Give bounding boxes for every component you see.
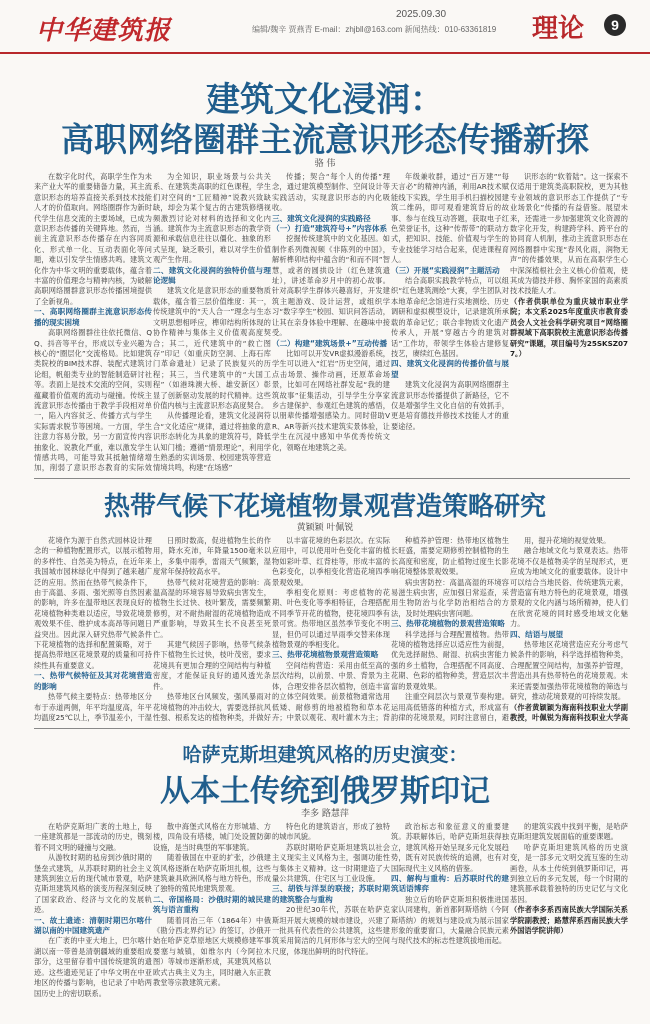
article3-column-1 — [34, 822, 152, 1018]
issue-date: 2025.09.30 — [396, 9, 447, 20]
paragraph: 挖掘传统建筑中的文化基因。如制作系列微视频《非陈列的中国》，解析榫卯结构中蕴含的“和而不同”智慧，或者的圆拱设计（红色建筑遗址），讲述革命岁月中的初心故事。针对高职学生群体兴趣喜好，开发建筑主题游戏、设计运营，或组织学习“数字孪生”校园、知识问答活动，让其在亲身体验中理解、在趣味中接受。 — [272, 234, 390, 338]
article3-column-3 — [272, 822, 390, 1018]
paragraph: 热带气候对花境营造的影响：高温高湿的环境容易导致病虫害发生，植物生长过快、枝叶繁茂，需要频繁修剪，对不耐热耐湿的花境植物造成严重影响，导致其生长不良甚至死亡。 — [153, 577, 271, 639]
subheading: （三）开展“实践浸润”主题活动 — [391, 265, 500, 275]
article1-column-2 — [153, 172, 271, 472]
paragraph: 空间结构营造：采用由低至高的层次结构，以前景、中景、背景为主体，合理安排各层次植物，创造丰富的立体空间效果。前景植物通常选用低矮、耐修剪的地被植物和草本花卉；中景以观花、观叶灌木为主；背 — [272, 660, 390, 722]
paragraph: 热带气候主要特点：热带地区分布于赤道两侧，年平均温度高，年平均温度25℃以上，季节温差小，干湿 — [34, 692, 152, 722]
article2-column-3 — [272, 536, 390, 722]
article1-column-4 — [391, 172, 509, 472]
paragraph: 特色化的建筑语言，形成了独特的城市风貌。 — [272, 822, 390, 842]
subheading: 二、帝国格局：沙俄时期的城民建筑与语言重构 — [153, 894, 271, 915]
paragraph: 的建筑实践中找到平衡，是哈萨克斯坦建筑发展面临的重要课题。 — [510, 822, 628, 842]
page-number-badge: 9 — [604, 14, 626, 36]
article-divider — [34, 728, 630, 729]
masthead — [0, 0, 650, 54]
subheading: 三、胡铁与洋泵的联接；苏联时期的建筑整合与重构 — [272, 884, 390, 904]
author-note: （作者李多系西南民族大学国际关系学院副教授；路慧萍系西南民族大学外国语学院讲师） — [510, 905, 628, 936]
paragraph: 季相变化原则：考虑植物的花期、叶色变化等季相特征，合理搭配不同季节开花的植物，使花境四季有景可赏。热带地区虽然季节变化不明显，但仍可以通过旱雨季交替来体现植物景观的季相变化。 — [272, 588, 390, 650]
author-note: （作者黄颖颖为海南科技职业大学副教授，叶佩锐为海南科技职业大学高 — [510, 702, 628, 722]
paragraph: 注重空间层次与景观节奏构建。运用高低错落的种植方式，形成富有韵律的花境景观，同时注意留白，避 — [391, 692, 509, 722]
subheading: （一）打造“建筑符号+”内容体系 — [272, 224, 388, 234]
paragraph: 结合高职实践教学特点，可以组织“红色建筑测绘”大赛，学生团队对本地革命纪念馆进行实地测绘、历史调研和虚拟模型设计，记录建筑所承载的革命记忆；联合非物质文化遗产传承人，开展“穿越古今的建筑对话”工作坊，带领学生体验古建修复技艺，赓续红色基因。 — [391, 276, 509, 358]
paragraph: 其建气候因子影响，热带气候条件下植物生长过快，枝叶茂密，要求花境具有更加合理的空间结构与种植密度，才能保证良好的通风透光条件。 — [153, 640, 271, 691]
paragraph: 建筑文化浸润为高职网络圈群主流意识形态传播提供了新路径，它不仅是增强学生文化自信的有效抓手，更是培育德技并修技术技能人才的重要途径。 — [391, 380, 509, 431]
article2-column-1 — [34, 536, 152, 722]
paragraph: 政治标志和象征意义的重要建筑。苏联解体后，哈萨克斯坦获得独立，建筑风格开始呈现多元化发展趋势，既有对民族传统的追溯，也有对国际现代主义风格的借鉴。 — [391, 822, 509, 873]
paragraph: 哈萨克斯坦建筑风格的历史演变，是一部多元文明交流互鉴的生动画卷，从本土传统到俄罗斯印记，再到独立后的多元发展，每一个时期的建筑都承载着独特的历史记忆与文化基因。 — [510, 842, 628, 904]
article1-column-3 — [272, 172, 390, 472]
subheading: 四、建筑文化浸润的传播价值与展望 — [391, 359, 509, 379]
article3-column-5 — [510, 822, 628, 1018]
paragraph: 识形态的“软着陆”。这一探索不仅适用于建筑类高职院校，更为其他专业领域的意识形态工作提供了“专业场景化”传播的有益借鉴。展望未来，还需进一步加强建筑文化资源的数字化开发，构建跨学科、跨平台的协同育人机制，推动主流意识形态在网络圈群中实现“春风化雨，润物无声”的传播效果，从而在高职学生心中深深植根社会主义核心价值观，使其成为德技并修、胸怀家国的高素质技术技能人才。 — [510, 172, 628, 296]
paragraph: 热带地区花境营造应充分考虑气候条件的影响，科学选择植物种类，合理配置空间结构，加强养护管理，营造出具有热带特色的花境景观。未来还需要加强热带花境植物的筛选与研究，推动花境景观的可持续发展。 — [510, 640, 628, 702]
subheading: 三、热带花境植物的景观营造策略 — [391, 619, 505, 629]
article3-byline: 李多 路慧萍 — [301, 809, 349, 819]
paragraph: 从游牧时期的毡房到沙俄时期的堡垒式建筑，从苏联时期的社会主义建筑到独立后的现代城市景观，哈萨克斯坦建筑风格的演变历程深刻反映了国家政治、经济与文化的发展轨迹。 — [34, 853, 152, 915]
paragraph: 病虫害防控：高温高湿的环境容易滋生病虫害，应加强日常巡查，采用生物防治与化学防治相结合的方法，及时处理病虫害问题。 — [391, 577, 509, 618]
subheading: （二）构建“建筑场景+”互动传播 — [272, 338, 388, 348]
paragraph: 20世纪30年代，苏联在哈萨克斯坦开展大规模的城市建设，兴建了一批具有代表性的公共建筑，这些建筑采用简洁的几何形体与宏大的空间尺度，体现出鲜明的时代特征。 — [272, 905, 390, 956]
article1-column-1 — [34, 172, 152, 472]
paragraph: 苏联时期哈萨克斯坦建筑以社会主义现实主义风格为主，强调功能性与集体主义精神。这一时期建造了大量公共建筑、住宅区与工业设施。 — [272, 842, 390, 884]
section-title: 理论 — [532, 14, 585, 44]
subheading: 一、故土遗迹：清朝时期巴尔喀什湖以南的中国建筑遗产 — [34, 915, 152, 936]
paragraph: 热带地区台风频发，强风暴雨对花境植物的冲击较大，需要选择抗风性强、根系发达的植物种类，并做好 — [153, 692, 271, 722]
article3-headline-line2: 从本土传统到俄罗斯印记 — [160, 774, 490, 809]
article2-column-2 — [153, 536, 271, 722]
article1-headline-line1: 建筑文化浸润： — [206, 80, 444, 120]
paragraph: 散中海堡式风格在方形城墙、方楼，四角设有塔楼，城门处设置防御设施，是当时典型的军事建筑。 — [153, 822, 271, 852]
paragraph: 以丰富花境的色彩层次。在实际应用中，可以使用叶色变化丰富的植物如彩叶草、红背桂等，形成丰富的色彩变化，以季相变化营造花境四季景观效果。 — [272, 536, 390, 587]
paragraph: 随着俄国在中亚的扩张，沙俄建筑风格逐渐在哈萨克斯坦扎根，这些建筑兼具欧洲风格与地方特色，形成了独特的殖民地建筑景观。 — [153, 853, 271, 894]
paragraph: 融合地域文化与景观表达。热带花境不仅是植物美学的呈现形式，更应成为地域文化的重要载体。设计中可以结合当地民俗、传统建筑元素，营造富有地方特色的花境景观，增强景观的文化内涵与场所精神，使人们在欣赏花境的同时感受地域文化魅力。 — [510, 546, 628, 629]
paragraph: 传播；契合“每个人的传播”理念，通过建筑模型制作、空间设计等实践活动，实现意识形态的内化吸收。 — [272, 172, 390, 213]
subheading: 一、高职网络圈群主流意识形态传播的现实困境 — [34, 307, 152, 327]
paragraph: 在数字化时代，高职学生作为未来产业大军的重要储备力量，其主流意识形态的培养直接关系到技术技能人才的价值取向。网络圈群作为新时代学生信息交流的主要场域，已成为意识形态传播的关键阵地。然而，当前主流意识形态传播存在内容同质化、形式单一化、互动表面化等问题，难以引发学生情感共鸣。建筑文化作为中华文明的重要载体，蕴含着丰富的价值理念与精神内核，为破解高职网络圈群意识形态传播困境提供了全新视角。 — [34, 172, 152, 306]
paragraph: 随着同治三年（1864年）中俄《勘分西北界约记》的签订，沙俄开始在哈萨克草原地区大规模修建军事要塞与城镇，如维尔内（今阿拉木图）等城市逐渐形成，其建筑风格以欧式古典主义为主，同时融入东正教教堂等宗教建筑元素。 — [153, 915, 271, 988]
editors-line: 编辑/魏辛 贾燕青 E-mail：zhjbll@163.com 新闻热线：010-63361819 — [252, 25, 497, 34]
article2-byline: 黄颖颖 叶佩锐 — [296, 523, 354, 533]
subheading: 四、结语与展望 — [510, 629, 564, 639]
article2-headline: 热带气候下花境植物景观营造策略研究 — [103, 492, 546, 522]
paragraph: 日照时数高，促进植物生长的作用，降水充沛，年降量1500毫米以上，多集中雨季，雷雨天气频繁，湿度常年保持较高水平。 — [153, 536, 271, 577]
author-note: （作者供职单位为重庆城市职业学院；本文系2025年度重庆市教育委员会人文社会科学研究项目“网络圈群视域下高职院校主流意识形态传播研究”课题，项目编号为25SKSZ077。） — [510, 296, 628, 358]
paragraph: 为全知识，职业场景与公共关系、在建筑类高职的红色课程，学生们对空间的“工匠精神”说教兴致缺缺，却会为某个复古的古建筑修缮视频激烈讨论对材料的选择和文化内涵。建筑作为主流意识形态的教学资源和承载信息往往以僵化、抽象的形式呈现，缺乏吸引，难以对学生价值观产生作用。 — [153, 172, 271, 265]
paragraph: 花境作为源于自然式园林设计理念的一种植物配置形式，以展示植物的多样性、自然美为特点，在近年来我国城市园林绿化中得到了越来越广泛的应用。然而在热带气候条件下，由于高温、多雨、强光照等自然因素的影响，许多在温带地区表现良好的花境植物种类难以适应，导致花境景观效果不佳、维护成本高昂等问题日益突出。因此深入研究热带气候条件下花境植物的选择和配置策略，对于提高热带地区花境景观的质量和可持续性具有重要意义。 — [34, 536, 152, 670]
paragraph: 比如可以开发VR虚拟漫游系统，学生可以进入“红岩”历史空间，通过点击场景、操作动画，还原革命场景，比如可在网络社群发起“我的建筑故事”征集活动，引导学生分享家乡古建保护、参观红色建筑的感悟，以朋辈传播增强感染力。同时借助VR、AR等新兴技术建筑实景体验，让学生在沉浸中感知中华优秀传统文化，领略在地建筑之美。 — [272, 348, 390, 452]
article3-column-2 — [153, 822, 271, 1018]
paragraph: 从传播理论看，建筑文化浸润符合“文化适应”规律，通过将抽象的意识形态转化为具象的建筑符号，降低认知门槛；遵循“情景理论”，利用学生熟悉的实训场景、校园建筑等营造情境共鸣，构建“在场感” — [153, 411, 271, 472]
subheading: 一、热带气候特征及其对花境营造的影响 — [34, 671, 152, 691]
article1-byline: 骆 伟 — [314, 159, 336, 169]
paragraph: 种植养护管理：热带地区植物生长旺盛，需要定期修剪控制植物的生长高度和密度，防止植物过度生长影响花境整体景观效果。 — [391, 536, 509, 577]
paragraph: 在哈萨克斯坦广袤的土地上，每一座建筑都是一部流动的历史，镌刻着不同文明的碰撞与交融。 — [34, 822, 152, 852]
paragraph: 用，提升花境的视觉效果。 — [524, 536, 611, 545]
article2-column-4 — [391, 536, 509, 722]
paragraph: 年级兼收群，通过“百万建”“每天言必”的精神内涵，利用AR技术赋能线下实践，学生用手机扫描校园建筑二维码，即可观看建筑背后的故事、参与在线互动答题，获取电子红色荣誉证书，这种“传帮带”的联动方式，把知识、技能、价值观与学生的专业技能学习结合起来，促进课程育人。 — [391, 172, 509, 265]
subheading: 二、建筑文化浸润的独特价值与理论逻辑 — [153, 265, 271, 286]
article1-column-5 — [510, 172, 628, 472]
paragraph: 独立后的哈萨克斯坦积极推进国家认同建构，新首都阿斯塔纳（今阿斯塔纳）的规划与建设成为展示国家形象的重要窗口，大量融合民族元素与现代技术的标志性建筑拔地而起。 — [391, 894, 509, 946]
subheading: 四、解构与重构：后苏联时代的建筑话语博弈 — [391, 874, 509, 894]
subheading: 三、建筑文化浸润的实践路径 — [272, 213, 371, 223]
paragraph: 科学选择与合理配置植物。热带花境的植物选择应以适应性为前提，优先选择耐热、耐湿、抗病虫害能力强的乡土植物，合理搭配不同高度、花期、色彩的植物种类，营造层次丰富的景观效果。 — [391, 629, 509, 691]
article2-column-5 — [510, 536, 628, 722]
paragraph: 高职网络圈群往往依托微信、QQ、抖音等平台，形成以专业兴趣为核心的“圈层化”交流格局。比如建筑类院校的BIM技术群、装配式建筑讨论组，帆船类专业的智能制造研讨社等。表面上是技术交流的空间，实则蕴藏着价值观的流动与碰撞。传统主流意识形态传播由于教学手段相对单一，陷入内容贫乏、传播方式与学生实际需求脱节等困境。一方面，学生注意力容易分散，另一方面宣传内容抽象化、说教化严重，难以激发学生情感共鸣，可能导致其抵触情绪增加，削弱了意识形态教育的实际效 — [34, 328, 152, 472]
newspaper-logo: 中华建筑报 — [36, 16, 172, 46]
subheading: 三、热带花境植物景观营造策略 — [272, 650, 379, 660]
paragraph: 在广袤的中亚大地上，巴尔喀什湖以南一带曾是清朝疆域的重要组成部分，这里留存着中国传统建筑的遗迹。这些遗迹见证了中华文明在中亚地区的传播与影响，也记录了中哈两国历史上的密切联系。 — [34, 936, 152, 998]
article3-column-4 — [391, 822, 509, 1018]
article-divider — [34, 478, 630, 479]
article1-headline-line2: 高职网络圈群主流意识形态传播新探 — [61, 120, 589, 159]
paragraph: 建筑文化是意识形态的重要物质载体，蕴含着三层价值维度：其一，传统建筑中的“天人合一”理念与生态文明思想相呼应，榫卯结构所体现的协作精神与集体主义价值观高度契合；其二，近代建筑中的“救亡图存”印记（如重庆防空洞、上海石库门革命遗址）记录了民族复兴的历程；其三，当代建筑中的“大国工程”（如港珠澳大桥、雄安新区）彰显了创新驱动发展的时代精神。这些价值内核与主流意识形态高度契合。 — [153, 286, 271, 410]
article3-headline-line1: 哈萨克斯坦建筑风格的历史演变： — [182, 744, 468, 766]
